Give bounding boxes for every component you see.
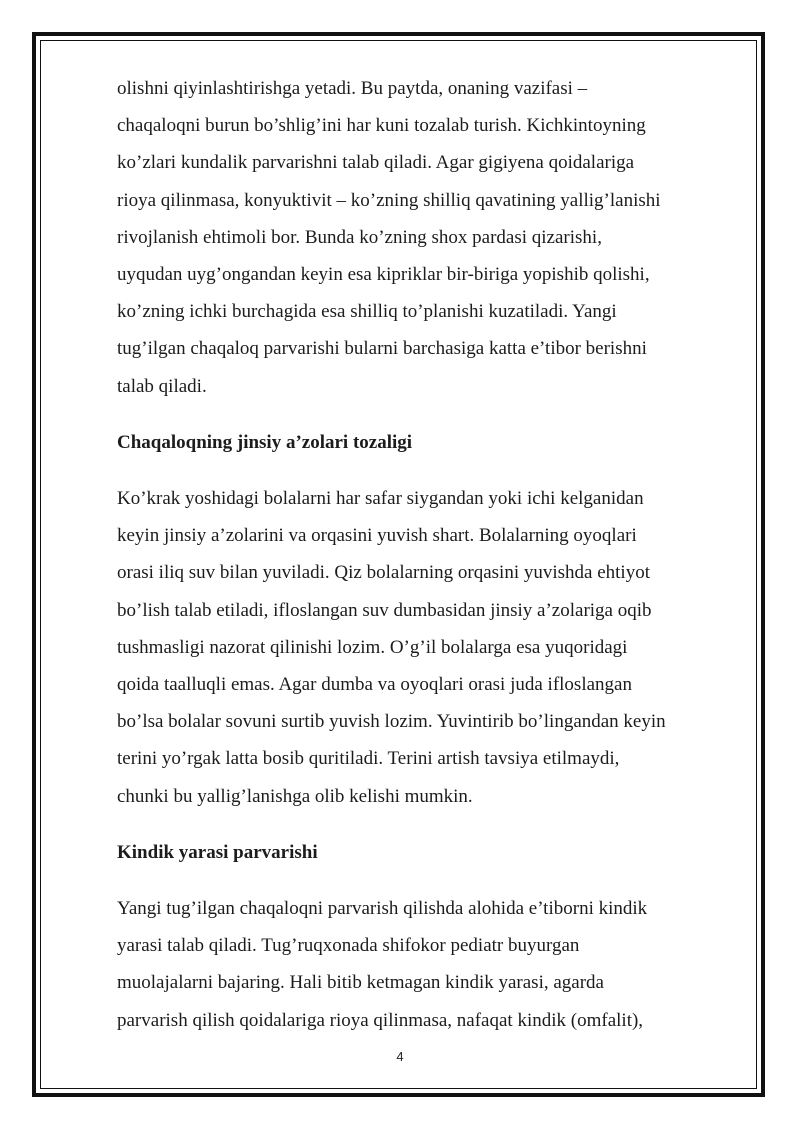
text-line: bo’lsa bolalar sovuni surtib yuvish lozim. Yuvintirib bo’lingandan keyin xyxy=(117,711,666,733)
text-line: uyqudan uyg’ongandan keyin esa kipriklar bir-biriga yopishib qolishi, xyxy=(117,264,650,286)
text-line: chaqaloqni burun bo’shlig’ini har kuni tozalab turish. Kichkintoyning xyxy=(117,115,646,137)
text-line: ko’zlari kundalik parvarishni talab qiladi. Agar gigiyena qoidalariga xyxy=(117,152,635,174)
page-content xyxy=(117,70,747,1039)
text-line: yarasi talab qiladi. Tug’ruqxonada shifokor pediatr buyurgan xyxy=(117,935,580,957)
paragraph-genital-hygiene xyxy=(117,480,747,815)
text-line: rivojlanish ehtimoli bor. Bunda ko’zning shox pardasi qizarishi, xyxy=(117,226,602,248)
text-line: talab qiladi. xyxy=(117,375,207,397)
text-line: olishni qiyinlashtirishga yetadi. Bu paytda, onaning vazifasi – xyxy=(117,78,588,99)
text-line: qoida taalluqli emas. Agar dumba va oyoqlari orasi juda ifloslangan xyxy=(117,674,632,696)
text-line: parvarish qilish qoidalariga rioya qilinmasa, nafaqat kindik (omfalit), xyxy=(117,1009,644,1031)
text-line: orasi iliq suv bilan yuviladi. Qiz bolalarning orqasini yuvishda ehtiyot xyxy=(117,562,650,584)
section-heading-umbilical-care: Kindik yarasi parvarishi xyxy=(117,841,318,863)
text-line: tug’ilgan chaqaloq parvarishi bularni barchasiga katta e’tibor berishni xyxy=(117,338,647,360)
section-heading-genital-hygiene: Chaqaloqning jinsiy a’zolari tozaligi xyxy=(117,431,413,453)
text-line: ko’zning ichki burchagida esa shilliq to’planishi kuzatiladi. Yangi xyxy=(117,301,617,323)
text-line: rioya qilinmasa, konyuktivit – ko’zning shilliq qavatining yallig’lanishi xyxy=(117,189,661,211)
paragraph-umbilical-care xyxy=(117,890,747,1039)
text-line: keyin jinsiy a’zolarini va orqasini yuvish shart. Bolalarning oyoqlari xyxy=(117,525,637,547)
text-line: chunki bu yallig’lanishga olib kelishi mumkin. xyxy=(117,785,473,807)
text-line: terini yo’rgak latta bosib quritiladi. Terini artish tavsiya etilmaydi, xyxy=(117,748,620,770)
text-line: Ko’krak yoshidagi bolalarni har safar siygandan yoki ichi kelganidan xyxy=(117,488,644,510)
page-number: 4 xyxy=(396,1049,404,1064)
text-line: muolajalarni bajaring. Hali bitib ketmagan kindik yarasi, agarda xyxy=(117,972,604,994)
text-line: tushmasligi nazorat qilinishi lozim. O’g’il bolalarga esa yuqoridagi xyxy=(117,636,628,658)
text-line: Yangi tug’ilgan chaqaloqni parvarish qilishda alohida e’tiborni kindik xyxy=(117,898,648,920)
paragraph-intro xyxy=(117,70,747,405)
text-line: bo’lish talab etiladi, ifloslangan suv dumbasidan jinsiy a’zolariga oqib xyxy=(117,599,652,621)
